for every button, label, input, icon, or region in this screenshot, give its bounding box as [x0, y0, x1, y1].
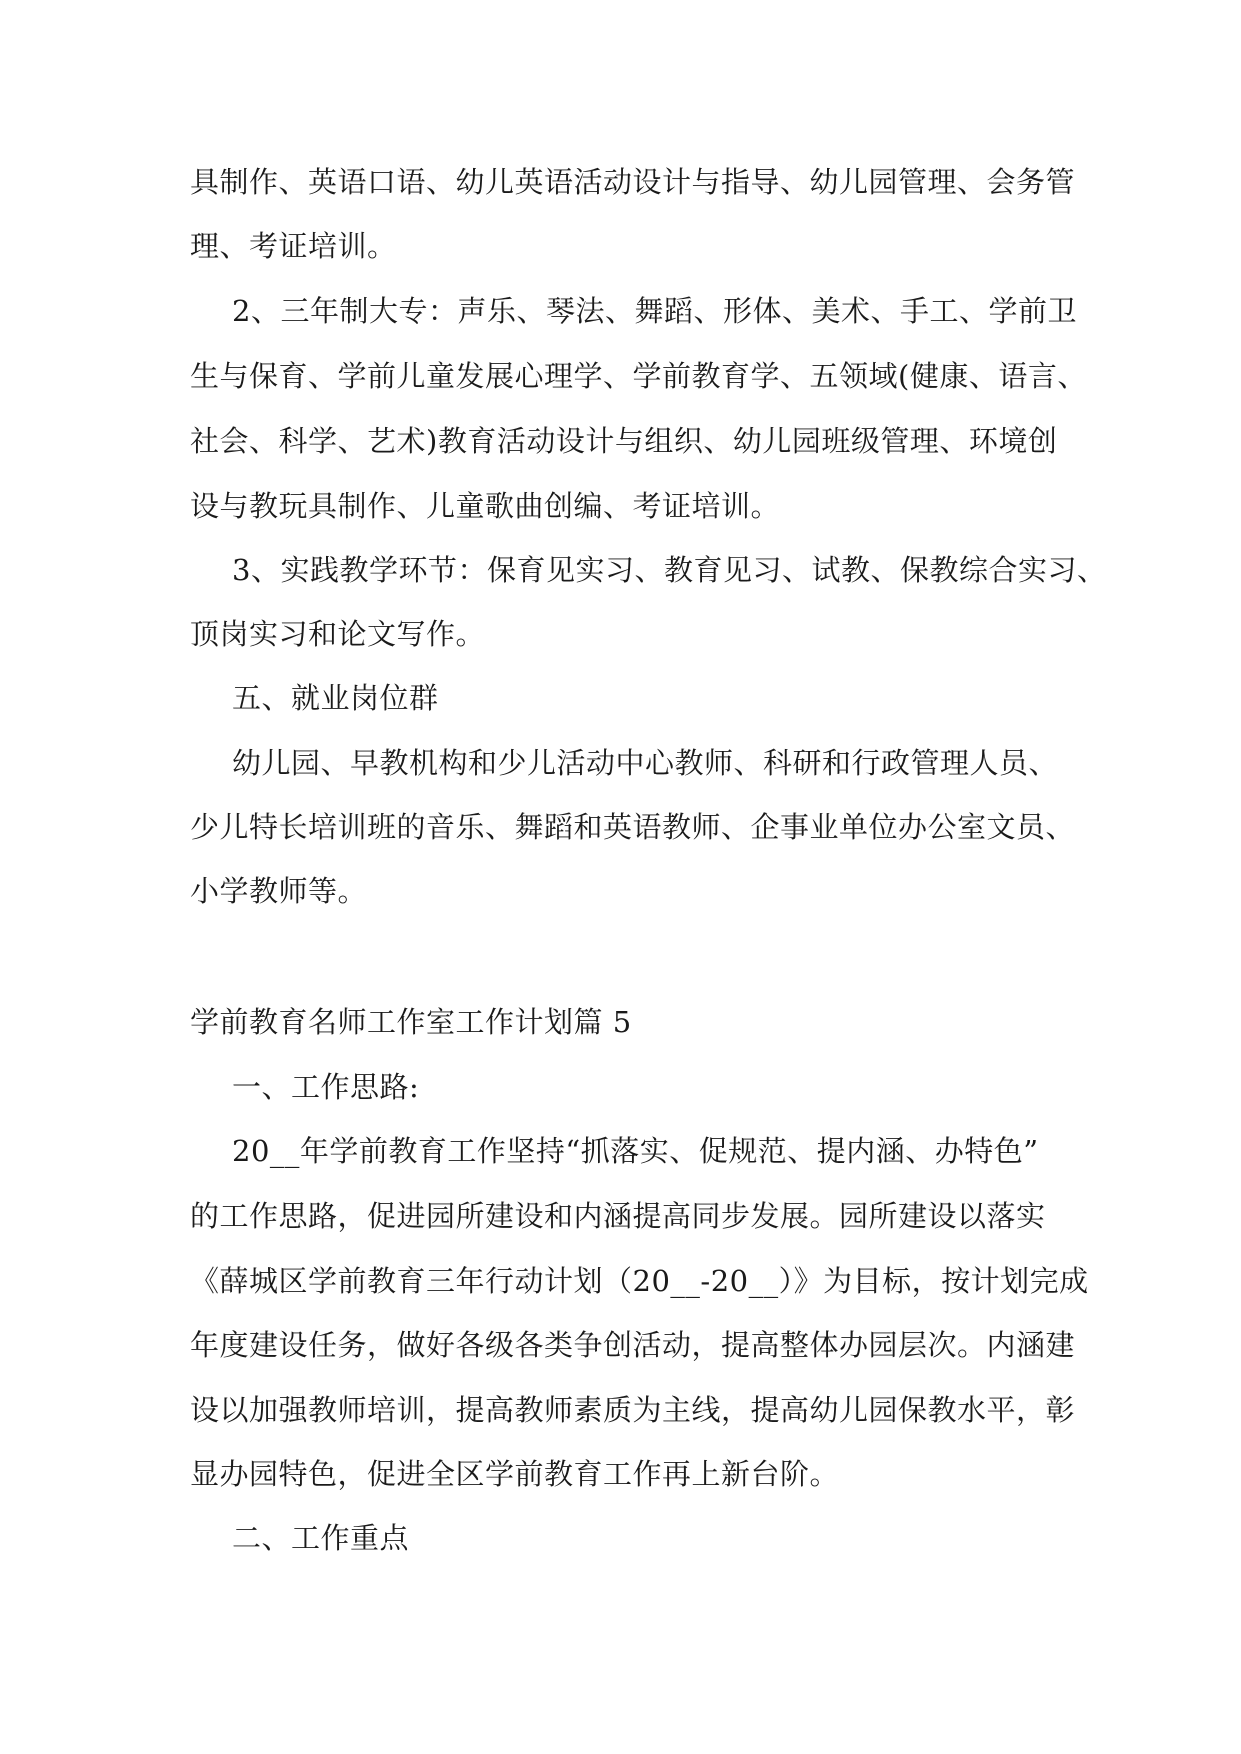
- text-line: 的工作思路，促进园所建设和内涵提高同步发展。园所建设以落实: [190, 1199, 1046, 1233]
- text-line: 社会、科学、艺术)教育活动设计与组织、幼儿园班级管理、环境创: [190, 424, 1058, 458]
- section-heading: 一、工作思路:: [232, 1070, 420, 1104]
- section-heading: 二、工作重点: [232, 1521, 410, 1555]
- text-line: 理、考证培训。: [190, 229, 397, 263]
- text-line: 20__年学前教育工作坚持“抓落实、促规范、提内涵、办特色”: [232, 1134, 1039, 1168]
- text-line: 幼儿园、早教机构和少儿活动中心教师、科研和行政管理人员、: [232, 746, 1059, 780]
- text-line: 2、三年制大专：声乐、琴法、舞蹈、形体、美术、手工、学前卫: [232, 294, 1077, 328]
- text-line: 《薛城区学前教育三年行动计划（20__-20__）》为目标，按计划完成: [190, 1264, 1089, 1298]
- section-heading: 五、就业岗位群: [232, 681, 439, 715]
- text-line: 设以加强教师培训，提高教师素质为主线，提高幼儿园保教水平，彰: [190, 1393, 1076, 1427]
- text-line: 显办园特色，促进全区学前教育工作再上新台阶。: [190, 1457, 840, 1491]
- text-line: 年度建设任务，做好各级各类争创活动，提高整体办园层次。内涵建: [190, 1328, 1076, 1362]
- text-line: 顶岗实习和论文写作。: [190, 617, 486, 651]
- text-line: 3、实践教学环节：保育见实习、教育见习、试教、保教综合实习、: [232, 553, 1107, 587]
- document-title: 学前教育名师工作室工作计划篇 5: [190, 1005, 632, 1039]
- text-line: 小学教师等。: [190, 874, 368, 908]
- text-line: 设与教玩具制作、儿童歌曲创编、考证培训。: [190, 489, 781, 523]
- text-line: 具制作、英语口语、幼儿英语活动设计与指导、幼儿园管理、会务管: [190, 165, 1076, 199]
- text-line: 生与保育、学前儿童发展心理学、学前教育学、五领域(健康、语言、: [190, 359, 1087, 393]
- text-line: 少儿特长培训班的音乐、舞蹈和英语教师、企事业单位办公室文员、: [190, 810, 1076, 844]
